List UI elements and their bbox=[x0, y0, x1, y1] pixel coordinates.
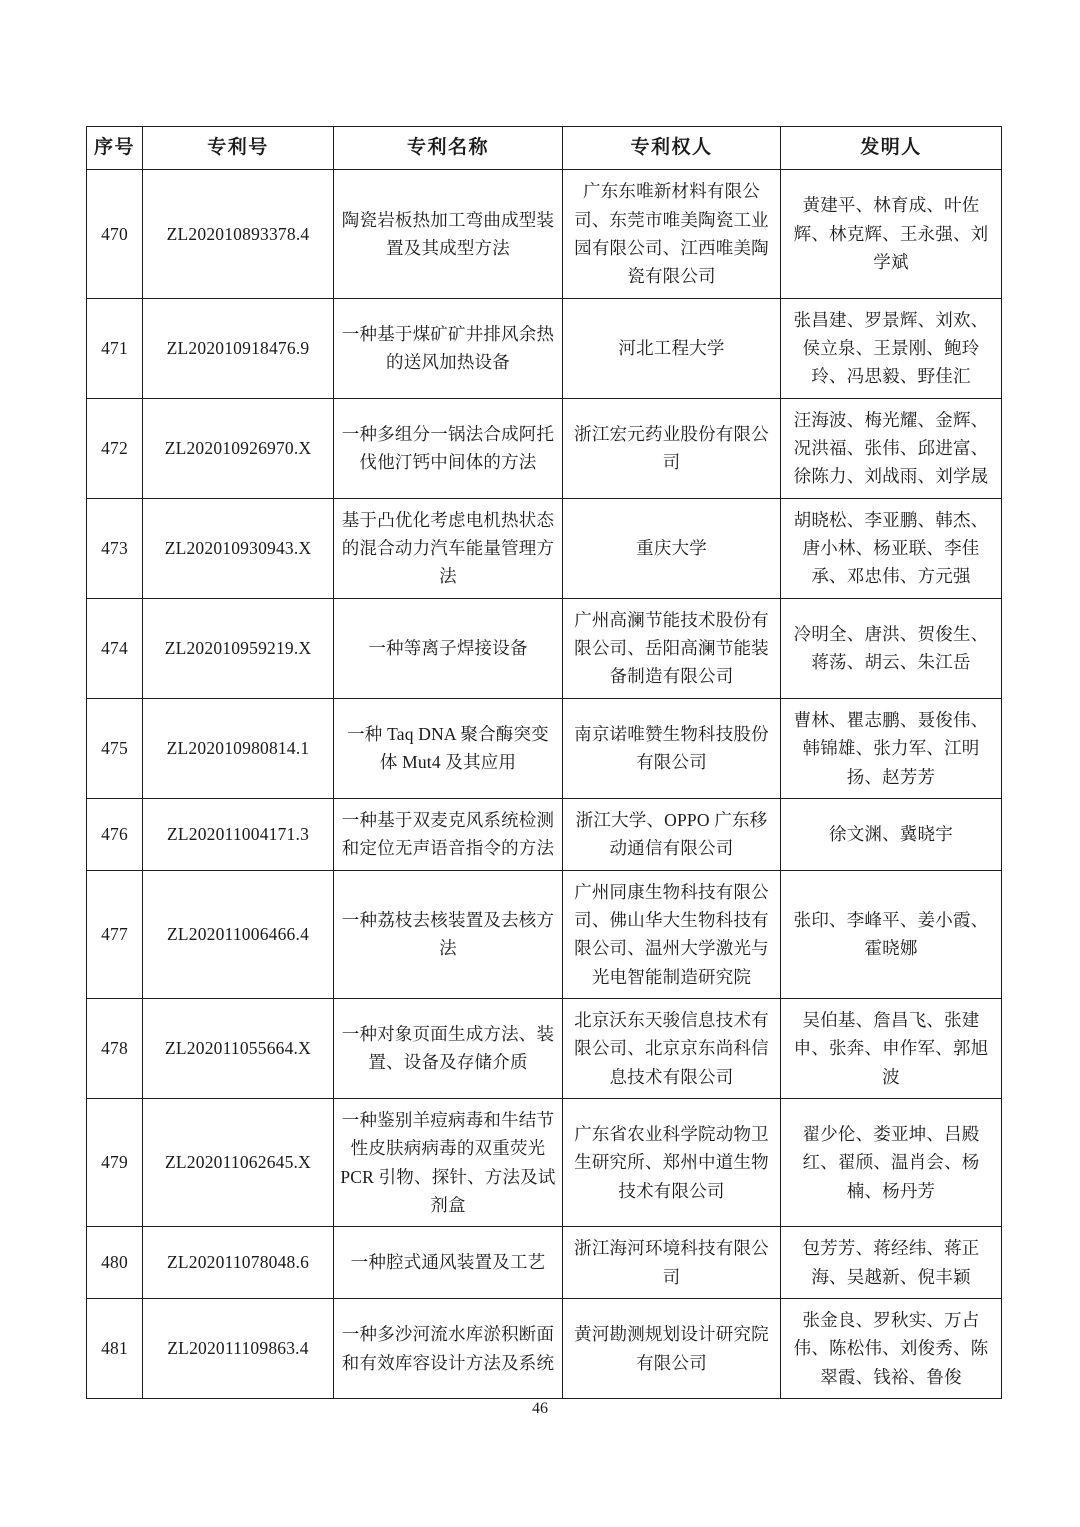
cell-patent-title: 一种多沙河流水库淤积断面和有效库容设计方法及系统 bbox=[334, 1299, 563, 1399]
page-number: 46 bbox=[532, 1400, 548, 1417]
cell-inventors: 翟少伦、娄亚坤、吕殿红、翟颀、温肖会、杨楠、杨丹芳 bbox=[781, 1098, 1002, 1226]
table-row bbox=[87, 698, 1002, 798]
cell-patentee: 广州同康生物科技有限公司、佛山华大生物科技有限公司、温州大学激光与光电智能制造研究院 bbox=[563, 870, 781, 998]
cell-patent-title: 一种等离子焊接设备 bbox=[334, 598, 563, 698]
cell-patent-number: ZL202010980814.1 bbox=[143, 698, 334, 798]
cell-sequence: 473 bbox=[87, 498, 143, 598]
cell-sequence: 476 bbox=[87, 798, 143, 870]
cell-sequence: 478 bbox=[87, 998, 143, 1098]
cell-patent-number: ZL202011004171.3 bbox=[143, 798, 334, 870]
cell-patentee: 河北工程大学 bbox=[563, 298, 781, 398]
cell-patentee: 南京诺唯赞生物科技股份有限公司 bbox=[563, 698, 781, 798]
cell-inventors: 曹林、瞿志鹏、聂俊伟、韩锦雄、张力军、江明扬、赵芳芳 bbox=[781, 698, 1002, 798]
cell-patent-number: ZL202011055664.X bbox=[143, 998, 334, 1098]
cell-sequence: 474 bbox=[87, 598, 143, 698]
cell-patent-number: ZL202011078048.6 bbox=[143, 1227, 334, 1299]
column-header-patentee: 专利权人 bbox=[563, 127, 781, 170]
cell-patent-title: 一种腔式通风装置及工艺 bbox=[334, 1227, 563, 1299]
table-row bbox=[87, 1098, 1002, 1226]
cell-inventors: 吴伯基、詹昌飞、张建申、张奔、申作军、郭旭波 bbox=[781, 998, 1002, 1098]
column-header-sequence: 序号 bbox=[87, 127, 143, 170]
cell-patent-number: ZL202010893378.4 bbox=[143, 170, 334, 298]
cell-patent-number: ZL202011006466.4 bbox=[143, 870, 334, 998]
cell-inventors: 黄建平、林育成、叶佐辉、林克辉、王永强、刘学斌 bbox=[781, 170, 1002, 298]
cell-sequence: 475 bbox=[87, 698, 143, 798]
table-row bbox=[87, 398, 1002, 498]
cell-patent-title: 一种基于双麦克风系统检测和定位无声语音指令的方法 bbox=[334, 798, 563, 870]
table-row bbox=[87, 498, 1002, 598]
cell-patentee: 浙江海河环境科技有限公司 bbox=[563, 1227, 781, 1299]
cell-patent-title: 一种多组分一锅法合成阿托伐他汀钙中间体的方法 bbox=[334, 398, 563, 498]
cell-patentee: 广东东唯新材料有限公司、东莞市唯美陶瓷工业园有限公司、江西唯美陶瓷有限公司 bbox=[563, 170, 781, 298]
cell-patent-number: ZL202010959219.X bbox=[143, 598, 334, 698]
cell-patent-title: 一种对象页面生成方法、装置、设备及存储介质 bbox=[334, 998, 563, 1098]
cell-inventors: 汪海波、梅光耀、金辉、况洪福、张伟、邱进富、徐陈力、刘战雨、刘学晟 bbox=[781, 398, 1002, 498]
cell-patentee: 北京沃东天骏信息技术有限公司、北京京东尚科信息技术有限公司 bbox=[563, 998, 781, 1098]
cell-inventors: 张昌建、罗景辉、刘欢、侯立泉、王景刚、鲍玲玲、冯思毅、野佳汇 bbox=[781, 298, 1002, 398]
cell-patent-number: ZL202010930943.X bbox=[143, 498, 334, 598]
cell-patent-title: 基于凸优化考虑电机热状态的混合动力汽车能量管理方法 bbox=[334, 498, 563, 598]
table-row bbox=[87, 170, 1002, 298]
cell-patentee: 广东省农业科学院动物卫生研究所、郑州中道生物技术有限公司 bbox=[563, 1098, 781, 1226]
cell-patent-title: 一种鉴别羊痘病毒和牛结节性皮肤病病毒的双重荧光 PCR 引物、探针、方法及试剂盒 bbox=[334, 1098, 563, 1226]
cell-sequence: 470 bbox=[87, 170, 143, 298]
cell-patentee: 重庆大学 bbox=[563, 498, 781, 598]
cell-inventors: 胡晓松、李亚鹏、韩杰、唐小林、杨亚联、李佳承、邓忠伟、方元强 bbox=[781, 498, 1002, 598]
column-header-inventors: 发明人 bbox=[781, 127, 1002, 170]
cell-patentee: 黄河勘测规划设计研究院有限公司 bbox=[563, 1299, 781, 1399]
table-header bbox=[87, 127, 1002, 170]
cell-sequence: 480 bbox=[87, 1227, 143, 1299]
patent-table bbox=[86, 126, 1002, 1399]
cell-inventors: 张金良、罗秋实、万占伟、陈松伟、刘俊秀、陈翠霞、钱裕、鲁俊 bbox=[781, 1299, 1002, 1399]
cell-patent-number: ZL202010926970.X bbox=[143, 398, 334, 498]
column-header-patent-title: 专利名称 bbox=[334, 127, 563, 170]
table-row bbox=[87, 998, 1002, 1098]
cell-patent-title: 一种 Taq DNA 聚合酶突变体 Mut4 及其应用 bbox=[334, 698, 563, 798]
table-row bbox=[87, 1299, 1002, 1399]
cell-sequence: 481 bbox=[87, 1299, 143, 1399]
cell-patentee: 广州高澜节能技术股份有限公司、岳阳高澜节能装备制造有限公司 bbox=[563, 598, 781, 698]
cell-patent-number: ZL202010918476.9 bbox=[143, 298, 334, 398]
cell-patent-title: 陶瓷岩板热加工弯曲成型装置及其成型方法 bbox=[334, 170, 563, 298]
cell-inventors: 冷明全、唐洪、贺俊生、蒋荡、胡云、朱江岳 bbox=[781, 598, 1002, 698]
cell-sequence: 479 bbox=[87, 1098, 143, 1226]
column-header-patent-number: 专利号 bbox=[143, 127, 334, 170]
table-row bbox=[87, 298, 1002, 398]
cell-patent-number: ZL202011062645.X bbox=[143, 1098, 334, 1226]
cell-inventors: 张印、李峰平、姜小霞、霍晓娜 bbox=[781, 870, 1002, 998]
cell-patent-title: 一种基于煤矿矿井排风余热的送风加热设备 bbox=[334, 298, 563, 398]
cell-sequence: 472 bbox=[87, 398, 143, 498]
table-body bbox=[87, 170, 1002, 1399]
cell-inventors: 包芳芳、蒋经纬、蒋正海、吴越新、倪丰颖 bbox=[781, 1227, 1002, 1299]
table-row bbox=[87, 1227, 1002, 1299]
patent-table-container bbox=[86, 126, 1001, 1399]
table-row bbox=[87, 798, 1002, 870]
cell-sequence: 471 bbox=[87, 298, 143, 398]
cell-patentee: 浙江宏元药业股份有限公司 bbox=[563, 398, 781, 498]
table-header-row bbox=[87, 127, 1002, 170]
table-row bbox=[87, 598, 1002, 698]
cell-sequence: 477 bbox=[87, 870, 143, 998]
cell-patentee: 浙江大学、OPPO 广东移动通信有限公司 bbox=[563, 798, 781, 870]
cell-patent-title: 一种荔枝去核装置及去核方法 bbox=[334, 870, 563, 998]
table-row bbox=[87, 870, 1002, 998]
cell-inventors: 徐文渊、冀晓宇 bbox=[781, 798, 1002, 870]
cell-patent-number: ZL202011109863.4 bbox=[143, 1299, 334, 1399]
